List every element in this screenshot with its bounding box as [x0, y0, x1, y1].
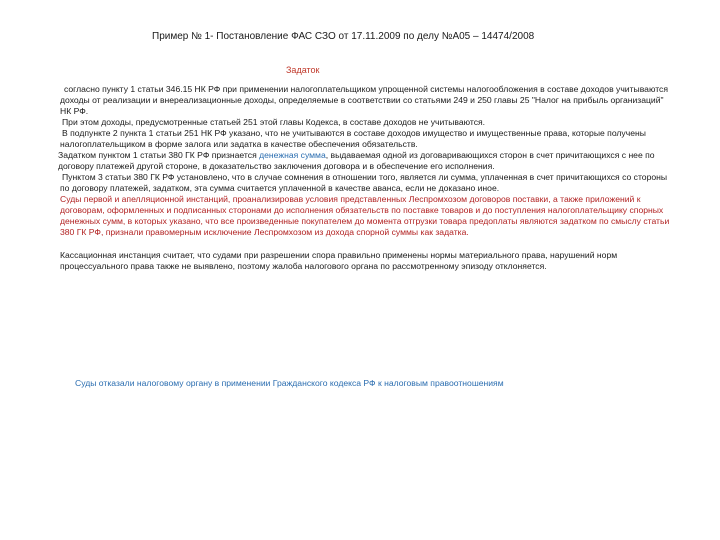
document-body — [60, 84, 670, 272]
paragraph-4 — [58, 150, 670, 172]
paragraph-6-court-ruling: Суды первой и апелляционной инстанций, проанализировав условия представленных Леспромхозом договоров поставки, а также приложений к договорам, оформленных и подписанных сторонами до исполнения обязательств по поставке товаров и до поступления налогоплательщику спорных денежных сумм, в которых указано, что все произведенные покупателем до момента отгрузки товара предоплаты являются задатком по смыслу статьи 380 ГК РФ, признали правомерным исключение Леспромхозом из дохода спорной суммы как задатка. — [60, 194, 670, 237]
paragraph-7-cassation: Кассационная инстанция считает, что судами при разрешении спора правильно применены нормы материального права, нарушений норм процессуального права также не выявлено, поэтому жалоба налогового органа по рассмотренному эпизоду отклоняется. — [60, 250, 618, 271]
highlight-term: денежная сумма — [259, 150, 326, 160]
paragraph-3: В подпункте 2 пункта 1 статьи 251 НК РФ указано, что не учитываются в составе доходов имущество и имущественные права, которые получены налогоплательщиком в форме залога или задатка в качестве обеспечения обязательств. — [60, 128, 646, 149]
conclusion-text: Суды отказали налоговому органу в применении Гражданского кодекса РФ к налоговым правоотношениям — [75, 378, 504, 388]
slide-subtitle: Задаток — [286, 65, 320, 75]
paragraph-2: При этом доходы, предусмотренные статьей 251 этой главы Кодекса, в составе доходов не учитываются. — [62, 117, 486, 127]
paragraph-4-end: , выдаваемая одной из договаривающихся сторон в счет причитающихся с нее по договору платежей другой стороне, в доказательство заключения договора и в обеспечение его исполнения. — [58, 150, 655, 171]
paragraph-5: Пунктом 3 статьи 380 ГК РФ установлено, что в случае сомнения в отношении того, является ли сумма, уплаченная в счет причитающихся со стороны по договору платежей, задатком, эта сумма считается уплаченной в качестве аванса, если не доказано иное. — [60, 172, 668, 193]
paragraph-4-start: Задатком пунктом 1 статьи 380 ГК РФ признается — [58, 150, 260, 160]
paragraph-1: согласно пункту 1 статьи 346.15 НК РФ при применении налогоплательщиком упрощенной системы налогообложения в составе доходов учитываются доходы от реализации и внереализационные доходы, определяемые в соответствии со статьями 249 и 250 главы 25 "Налог на прибыль организаций" НК РФ. — [60, 84, 669, 116]
slide-title: Пример № 1- Постановление ФАС СЗО от 17.11.2009 по делу №А05 – 14474/2008 — [152, 31, 535, 42]
